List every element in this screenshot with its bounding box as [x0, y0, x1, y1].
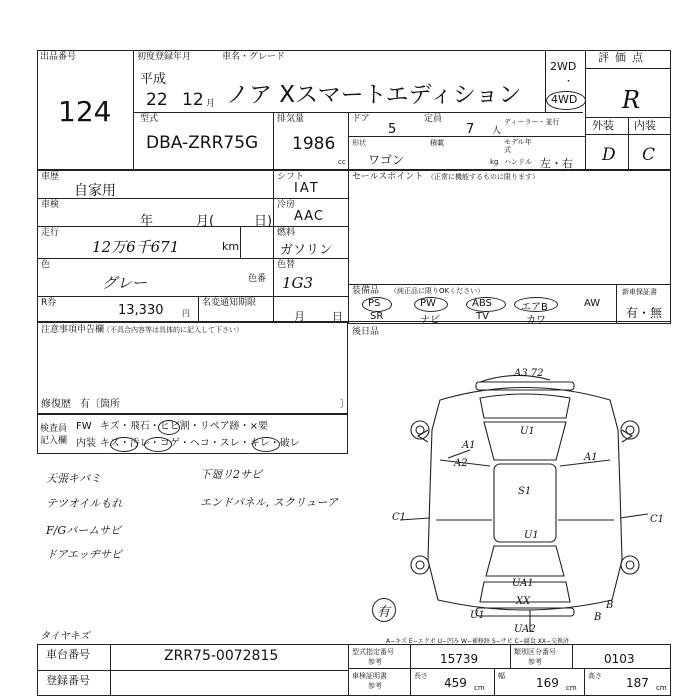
divider	[37, 258, 273, 259]
divider	[348, 136, 585, 137]
exterior-value: D	[602, 145, 616, 165]
notes-sub: （不具合内容等は具体的に記入して下さい）	[103, 326, 243, 334]
diagram-mark: UA1	[512, 578, 534, 589]
spec-no-label: 型式指定番号	[352, 648, 394, 656]
length-value: 459	[444, 676, 467, 690]
diagram-mark: C1	[650, 514, 665, 525]
handwritten-note: タイヤキズ	[40, 631, 90, 642]
divider	[273, 198, 348, 199]
reg-month-unit: 月	[206, 99, 216, 109]
equip-sr: SR	[370, 311, 384, 322]
diagram-mark: A3 72	[514, 368, 544, 379]
spec-no-ref: 参考	[368, 658, 382, 666]
handwritten-note: エンドパネル, スクリューア	[200, 496, 338, 509]
height-label: 高さ	[588, 672, 602, 680]
dims-label: 車検証明書	[352, 672, 387, 680]
lot-label: 出品番号	[40, 52, 77, 62]
diagram-mark: S1	[518, 486, 532, 497]
model-year-label: モデル年式	[504, 138, 532, 154]
divider	[616, 284, 617, 324]
repair-value: 有〔箇所	[80, 399, 120, 410]
divider	[273, 170, 274, 322]
divider	[273, 226, 348, 227]
shape-value: ワゴン	[368, 153, 405, 167]
divider	[585, 68, 671, 69]
fuel-value: ガソリン	[280, 243, 333, 258]
divider	[133, 112, 583, 113]
shape-label: 形状	[352, 139, 366, 147]
interior-label: 内装	[634, 119, 656, 132]
diagram-mark: U1	[524, 530, 539, 541]
diagram-mark: C1	[392, 512, 407, 523]
mark-circle	[110, 437, 138, 452]
first-reg-label: 初度登録年月	[137, 52, 192, 62]
inspection-label: 車検	[41, 200, 60, 210]
doors-label: ドア	[352, 114, 370, 124]
color-no-label: 色番	[248, 274, 267, 284]
handwritten-note: F/Gパームサビ	[46, 524, 121, 537]
diagram-mark: A2	[454, 458, 468, 469]
dealer-label: ディーラー・並行	[504, 118, 560, 126]
divider	[273, 258, 348, 259]
deadline-month: 月	[294, 310, 305, 323]
divider	[572, 644, 573, 668]
inspector-line2: キズ・汚レ・コゲ・ヘコ・スレ・キレ・破レ	[100, 438, 300, 449]
divider	[628, 117, 629, 170]
divider	[273, 112, 274, 170]
inspection-month-unit: 月(	[196, 214, 215, 229]
car-name: ノア Xスマートエディション	[226, 82, 522, 108]
divider	[37, 296, 348, 297]
divider	[37, 226, 273, 227]
inspector-stamp-text: 有	[377, 605, 391, 620]
mileage-label: 走行	[41, 228, 60, 238]
width-value: 169	[536, 676, 559, 690]
repair-label: 修復歴	[41, 399, 71, 410]
deadline-day: 日	[332, 310, 343, 323]
diagram-mark: A1	[462, 440, 476, 451]
drive-4wd: 4WD	[551, 93, 578, 106]
sales-point-label: セールスポイント	[352, 172, 424, 182]
load-label: 積載	[430, 139, 444, 147]
chassis-value: ZRR75-0072815	[164, 648, 279, 664]
divider	[37, 670, 348, 671]
repair-close: 〕	[340, 399, 350, 410]
reg-year: 22	[146, 90, 168, 110]
mark-circle	[158, 420, 180, 435]
reg-month: 12	[182, 90, 204, 110]
reg-era: 平成	[140, 72, 167, 87]
color-change-label: 色替	[277, 260, 296, 270]
color-label: 色	[41, 260, 51, 270]
model-value: DBA-ZRR75G	[146, 133, 259, 153]
load-unit: kg	[490, 158, 499, 166]
interior-value: C	[642, 145, 656, 165]
divider	[348, 112, 349, 170]
recycle-unit: 円	[182, 309, 190, 318]
handwritten-note: テツオイルもれ	[46, 497, 123, 510]
inspector-line2-head: 内装	[76, 438, 96, 449]
height-unit: cm	[656, 684, 667, 692]
diagram-mark: UA2	[514, 624, 536, 635]
displacement-value: 1986	[292, 134, 336, 154]
handwritten-note: 下廻リ2サビ	[200, 468, 262, 481]
diagram-mark: A1	[584, 452, 598, 463]
mileage-unit: km	[222, 240, 240, 253]
drive-dot: ・	[564, 77, 574, 87]
sales-point-note: （正常に機能するものに限ります）	[427, 173, 539, 181]
reg-no-label: 登録番号	[46, 674, 90, 687]
divider	[37, 198, 273, 199]
capacity-value: 7	[466, 122, 475, 137]
mileage-value: 12万6千671	[92, 238, 180, 256]
chassis-label: 車台番号	[46, 648, 90, 661]
inspector-line1: キズ・飛石・ヒビ割・リペア跡・×要	[100, 421, 268, 432]
inspector-label: 検査員記入欄	[40, 424, 68, 446]
capacity-label: 定員	[424, 114, 443, 124]
handwritten-note: 天張キバミ	[46, 472, 101, 485]
divider	[110, 644, 111, 696]
diagram-legend: A−キズ E−エクボ U−凹み W−補修跡 S−サビ C−腐食 XX−交換済	[386, 638, 569, 645]
spec-no-value: 15739	[440, 652, 479, 666]
fuel-label: 燃料	[277, 228, 296, 238]
equip-pw: PW	[420, 298, 436, 309]
diagram-mark: B	[594, 612, 602, 623]
divider	[584, 668, 585, 696]
equip-tv: TV	[476, 311, 489, 322]
divider	[348, 644, 349, 696]
car-name-label: 車名・グレード	[222, 52, 286, 62]
divider	[348, 668, 671, 669]
divider	[494, 668, 495, 696]
diagram-mark: U1	[470, 610, 485, 621]
equip-aw: AW	[584, 298, 601, 309]
dims-ref: 参考	[368, 682, 382, 690]
capacity-unit: 人	[492, 126, 502, 136]
equip-airbag: エアB	[521, 302, 548, 313]
divider	[133, 50, 134, 170]
length-label: 長さ	[414, 672, 428, 680]
diagram-mark: U1	[520, 426, 535, 437]
history-label: 車歴	[41, 172, 60, 182]
color-value: グレー	[102, 274, 148, 292]
recycle-label: R券	[41, 298, 57, 308]
height-value: 187	[626, 676, 649, 690]
width-label: 幅	[498, 672, 505, 680]
length-unit: cm	[474, 684, 485, 692]
steering-value: 左・右	[540, 157, 573, 170]
displacement-label: 排気量	[277, 114, 305, 124]
width-unit: cm	[566, 684, 577, 692]
warranty-label: 新車保証書	[622, 288, 657, 296]
deadline-label: 名変通知期限	[202, 298, 257, 308]
diagram-mark: XX	[516, 596, 531, 607]
equipment-label: 装備品	[352, 286, 380, 296]
displacement-unit: cc	[338, 158, 346, 166]
divider	[198, 296, 199, 322]
model-label: 型式	[140, 114, 159, 124]
class-no-label: 類別区分番号	[514, 648, 556, 656]
shift-label: シフト	[277, 172, 305, 182]
class-no-ref: 参考	[528, 658, 542, 666]
mark-circle	[252, 437, 280, 452]
drive-2wd: 2WD	[550, 60, 577, 73]
recycle-value: 13,330	[118, 303, 164, 318]
steering-label: ハンドル	[504, 158, 532, 166]
warranty-value: 有・無	[626, 306, 663, 320]
lot-number: 124	[58, 95, 112, 128]
ac-value: AAC	[294, 209, 324, 224]
handwritten-note: ドアエッヂサビ	[46, 548, 122, 561]
notes-label: 注意事項申告欄	[41, 325, 105, 335]
color-no-value: 1G3	[282, 274, 314, 292]
equip-navi: ナビ	[420, 315, 440, 326]
equip-leather: カワ	[526, 315, 546, 326]
exterior-label: 外装	[592, 119, 614, 132]
mark-circle	[144, 437, 172, 452]
inspection-year-unit: 年	[140, 214, 154, 229]
rating-label: 評価点	[598, 51, 649, 64]
equip-abs: ABS	[472, 298, 492, 309]
class-no-value: 0103	[604, 652, 635, 666]
divider	[240, 226, 241, 258]
rating-value: R	[622, 86, 641, 114]
inspector-line1-head: FW	[76, 421, 92, 432]
diagram-mark: B	[606, 600, 614, 611]
after-parts-label: 後日品	[352, 327, 380, 337]
equipment-note: （純正品に限りOKください）	[390, 287, 485, 295]
divider	[585, 134, 671, 135]
history-value: 自家用	[74, 183, 116, 199]
divider	[510, 644, 511, 668]
inspection-day-unit: 日)	[254, 214, 273, 229]
divider	[410, 644, 411, 696]
doors-value: 5	[388, 122, 397, 137]
ac-label: 冷房	[277, 200, 296, 210]
shift-value: IAT	[294, 181, 320, 196]
equip-ps: PS	[368, 298, 381, 309]
